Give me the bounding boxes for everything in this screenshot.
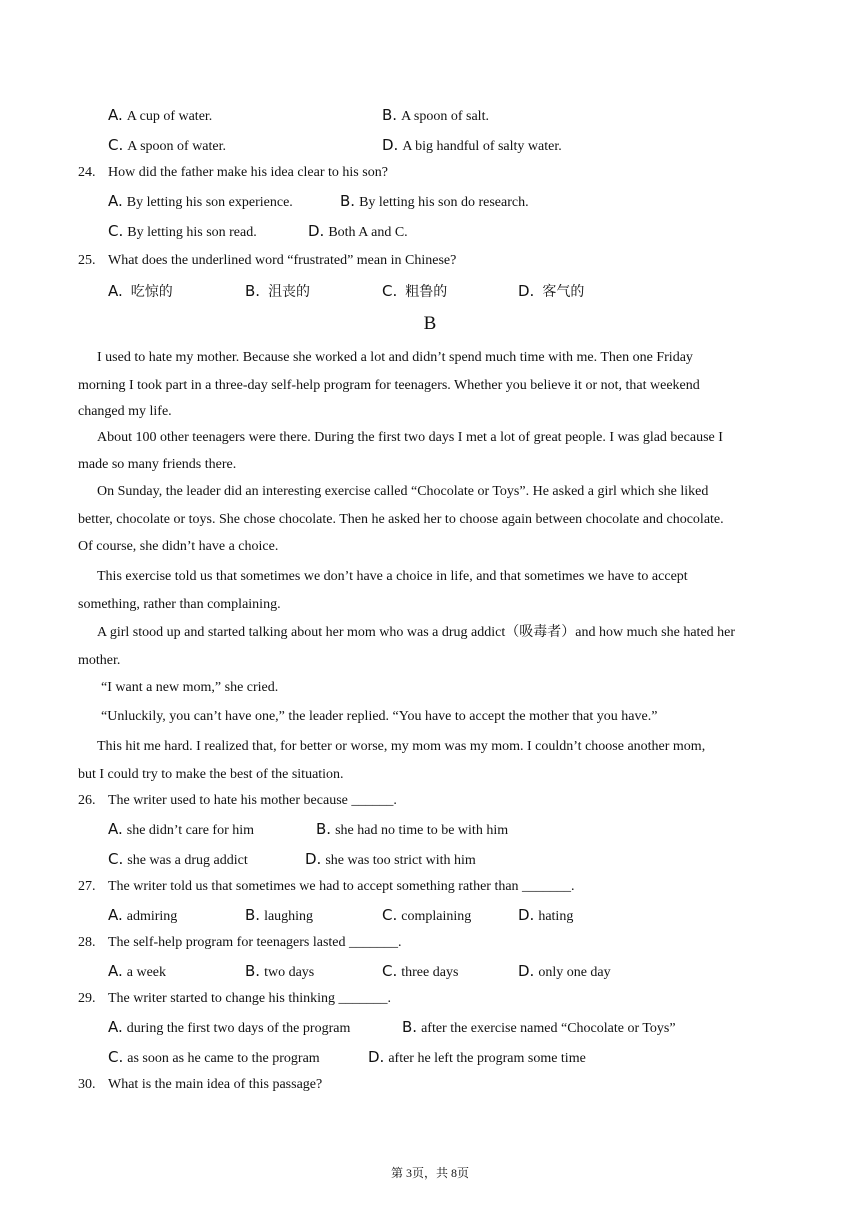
- option-text: complaining: [401, 909, 472, 924]
- q25-option-d: [518, 282, 584, 302]
- q27-option-c: [382, 906, 471, 926]
- section-heading: B: [423, 313, 437, 334]
- option-letter: D.: [518, 282, 535, 300]
- option-letter: A.: [108, 282, 123, 300]
- option-letter: D.: [308, 222, 325, 240]
- passage-line: changed my life.: [78, 404, 172, 419]
- option-text: A spoon of water.: [127, 139, 227, 154]
- question-number: 26.: [78, 793, 96, 808]
- option-letter: B.: [340, 192, 356, 210]
- q25-option-a: [108, 282, 173, 302]
- option-letter: B.: [316, 820, 332, 838]
- option-text: 沮丧的: [268, 285, 311, 300]
- question-number: 30.: [78, 1077, 96, 1092]
- option-text: 吃惊的: [130, 285, 173, 300]
- question-text: What does the underlined word “frustrated” mean in Chinese?: [108, 253, 457, 268]
- option-letter: D.: [518, 906, 535, 924]
- q25-option-c: [382, 282, 447, 302]
- option-letter: A.: [108, 906, 123, 924]
- option-text: 粗鲁的: [405, 285, 448, 300]
- q27-option-a: [108, 906, 177, 926]
- q25-option-b: [245, 282, 310, 302]
- question-number: 29.: [78, 991, 96, 1006]
- q24-option-a: [108, 192, 293, 212]
- option-letter: D.: [382, 136, 399, 154]
- option-text: three days: [401, 965, 459, 980]
- passage-line: A girl stood up and started talking about her mom who was a drug addict（吸毒者）and how much she hated her: [97, 625, 736, 640]
- q23-option-c: [108, 136, 226, 156]
- option-letter: B.: [382, 106, 398, 124]
- question-number: 25.: [78, 253, 96, 268]
- q27-option-d: [518, 906, 573, 926]
- question-text: The writer used to hate his mother because ______.: [108, 793, 397, 808]
- passage-line: morning I took part in a three-day self-help program for teenagers. Whether you believe it or not, that weekend: [78, 378, 700, 393]
- option-letter: C.: [108, 222, 124, 240]
- question-number: 28.: [78, 935, 96, 950]
- question-number: 24.: [78, 165, 96, 180]
- option-text: admiring: [126, 909, 178, 924]
- passage-line: made so many friends there.: [78, 457, 237, 472]
- option-letter: D.: [305, 850, 322, 868]
- question-text: What is the main idea of this passage?: [108, 1077, 323, 1092]
- option-text: hating: [538, 909, 574, 924]
- option-letter: C.: [108, 850, 124, 868]
- option-letter: C.: [108, 1048, 124, 1066]
- option-text: Both A and C.: [328, 225, 408, 240]
- option-text: after the exercise named “Chocolate or Toys”: [421, 1021, 676, 1036]
- q24-option-c: [108, 222, 257, 242]
- option-text: she was a drug addict: [127, 853, 248, 868]
- passage-line: Of course, she didn’t have a choice.: [78, 539, 279, 554]
- option-letter: C.: [382, 962, 398, 980]
- passage-line: “I want a new mom,” she cried.: [101, 680, 279, 695]
- question-text: The self-help program for teenagers lasted _______.: [108, 935, 402, 950]
- q26-option-a: [108, 820, 254, 840]
- option-text: she was too strict with him: [325, 853, 476, 868]
- passage-line: I used to hate my mother. Because she worked a lot and didn’t spend much time with me. Then one Friday: [97, 350, 693, 365]
- passage-line: About 100 other teenagers were there. During the first two days I met a lot of great people. I was glad because I: [97, 430, 723, 445]
- page-footer: 第 3页，共 8页: [390, 1166, 469, 1180]
- option-text: 客气的: [542, 285, 585, 300]
- q29-option-d: [368, 1048, 586, 1068]
- q29-option-a: [108, 1018, 350, 1038]
- passage-line: mother.: [78, 653, 121, 668]
- q29-option-c: [108, 1048, 320, 1068]
- option-letter: A.: [108, 962, 123, 980]
- q26-option-c: [108, 850, 248, 870]
- option-text: as soon as he came to the program: [127, 1051, 320, 1066]
- q26-option-d: [305, 850, 476, 870]
- q23-option-b: [382, 106, 489, 126]
- option-letter: C.: [108, 136, 124, 154]
- question-text: How did the father make his idea clear to his son?: [108, 165, 388, 180]
- option-text: a week: [126, 965, 167, 980]
- option-letter: A.: [108, 1018, 123, 1036]
- option-text: only one day: [538, 965, 611, 980]
- passage-line: better, chocolate or toys. She chose chocolate. Then he asked her to choose again between chocolate and chocolate.: [78, 512, 724, 527]
- option-letter: A.: [108, 820, 123, 838]
- option-text: A cup of water.: [126, 109, 213, 124]
- option-letter: A.: [108, 106, 123, 124]
- q24-option-b: [340, 192, 529, 212]
- q28-option-c: [382, 962, 458, 982]
- passage-line: “Unluckily, you can’t have one,” the leader replied. “You have to accept the mother that you have.”: [101, 709, 658, 724]
- question-text: The writer told us that sometimes we had to accept something rather than _______.: [108, 879, 575, 894]
- option-text: A spoon of salt.: [401, 109, 489, 124]
- q29-option-b: [402, 1018, 676, 1038]
- question-text: The writer started to change his thinking _______.: [108, 991, 392, 1006]
- q23-option-a: [108, 106, 212, 126]
- option-letter: B.: [245, 962, 261, 980]
- option-text: laughing: [264, 909, 314, 924]
- question-number: 27.: [78, 879, 96, 894]
- passage-line: but I could try to make the best of the situation.: [78, 767, 344, 782]
- q28-option-b: [245, 962, 314, 982]
- option-text: she had no time to be with him: [335, 823, 509, 838]
- q23-option-d: [382, 136, 562, 156]
- option-letter: D.: [368, 1048, 385, 1066]
- option-letter: A.: [108, 192, 123, 210]
- q28-option-a: [108, 962, 166, 982]
- option-letter: B.: [245, 906, 261, 924]
- option-text: she didn’t care for him: [126, 823, 255, 838]
- option-letter: D.: [518, 962, 535, 980]
- q27-option-b: [245, 906, 313, 926]
- q28-option-d: [518, 962, 611, 982]
- option-letter: B.: [245, 282, 261, 300]
- option-letter: C.: [382, 906, 398, 924]
- option-letter: C.: [382, 282, 398, 300]
- option-text: two days: [264, 965, 315, 980]
- passage-line: On Sunday, the leader did an interesting exercise called “Chocolate or Toys”. He asked a girl which she liked: [97, 484, 709, 499]
- q26-option-b: [316, 820, 508, 840]
- option-letter: B.: [402, 1018, 418, 1036]
- option-text: By letting his son experience.: [126, 195, 293, 210]
- passage-line: This exercise told us that sometimes we don’t have a choice in life, and that sometimes we have to accept: [97, 569, 688, 584]
- option-text: By letting his son read.: [127, 225, 257, 240]
- option-text: A big handful of salty water.: [402, 139, 562, 154]
- q24-option-d: [308, 222, 408, 242]
- passage-line: something, rather than complaining.: [78, 597, 281, 612]
- passage-line: This hit me hard. I realized that, for better or worse, my mom was my mom. I couldn’t choose another mom,: [97, 739, 706, 754]
- option-text: after he left the program some time: [388, 1051, 586, 1066]
- option-text: By letting his son do research.: [359, 195, 529, 210]
- option-text: during the first two days of the program: [126, 1021, 351, 1036]
